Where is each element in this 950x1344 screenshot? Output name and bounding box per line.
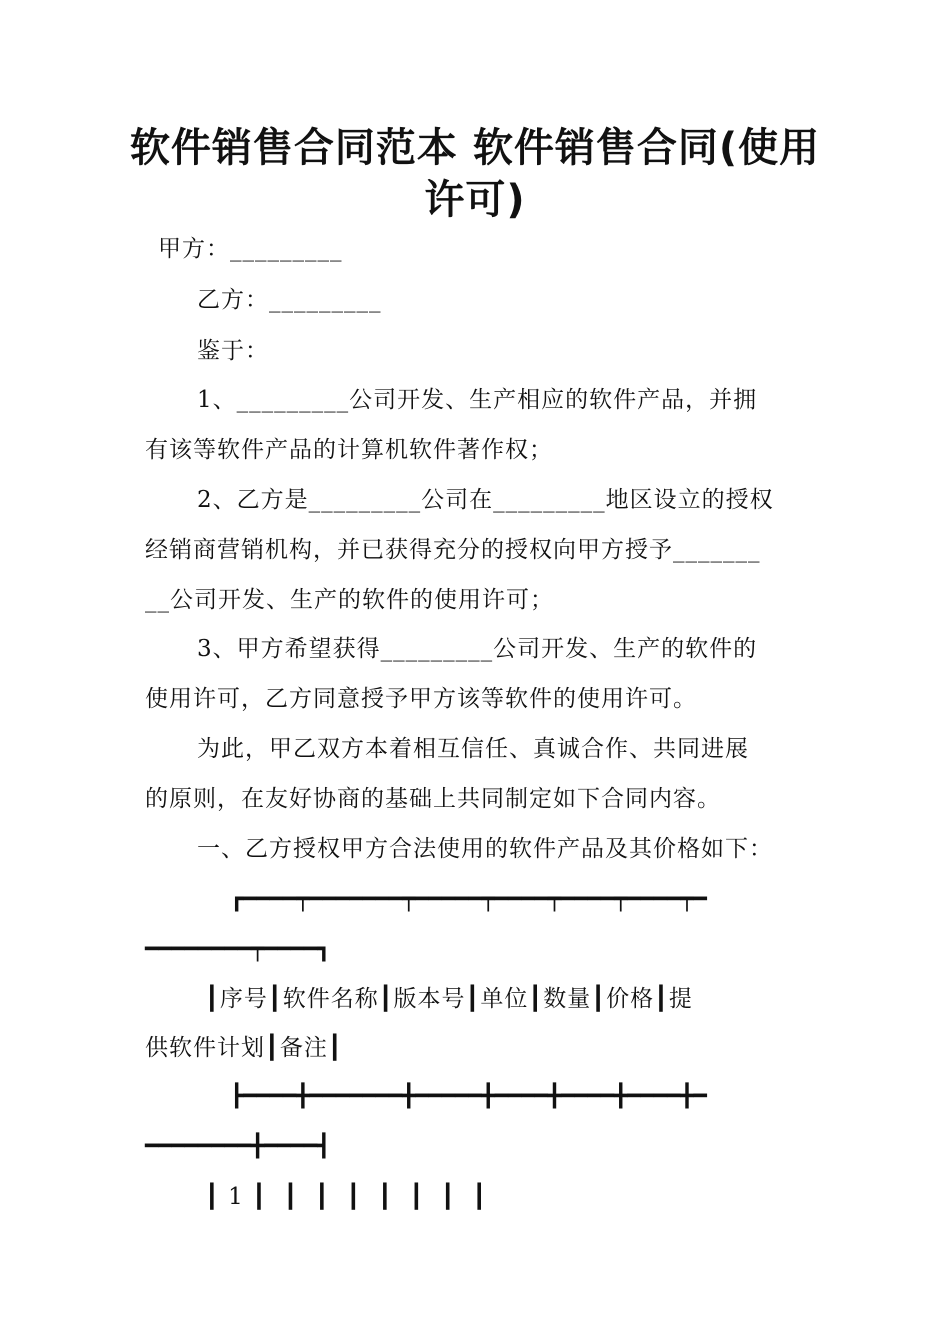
table-top-border-line-2: ━━━━━━━━┯━━━━┓ <box>145 937 331 962</box>
item-1-line-2: 有该等软件产品的计算机软件著作权； <box>145 437 553 463</box>
purpose-paragraph-line-1: 为此，甲乙双方本着相互信任、真诚合作、共同进展 <box>197 736 749 762</box>
item-2-line-1: 2、乙方是_________公司在_________地区设立的授权 <box>197 487 774 513</box>
party-b-line: 乙方：_________ <box>197 287 382 313</box>
item-1-line-1: 1、_________公司开发、生产相应的软件产品，并拥 <box>197 387 758 413</box>
title-line-2: 许可) <box>424 177 526 223</box>
table-row-1: ┃ 1 ┃ ┃ ┃ ┃ ┃ ┃ ┃ ┃ <box>205 1184 488 1210</box>
table-middle-border-line-2: ━━━━━━━━╋━━━━┫ <box>145 1134 331 1159</box>
title-line-1: 软件销售合同范本 软件销售合同(使用 <box>129 125 821 171</box>
item-2-line-3: __公司开发、生产的软件的使用许可； <box>145 587 554 613</box>
table-header-line-1: ┃序号┃软件名称┃版本号┃单位┃数量┃价格┃提 <box>205 986 693 1012</box>
item-3-line-2: 使用许可，乙方同意授予甲方该等软件的使用许可。 <box>145 686 697 712</box>
whereas-heading: 鉴于： <box>197 338 269 364</box>
item-3-line-1: 3、甲方希望获得_________公司开发、生产的软件的 <box>197 636 758 662</box>
section-1-heading: 一、乙方授权甲方合法使用的软件产品及其价格如下： <box>197 836 773 862</box>
table-middle-border-line-1: ┣━━━━╋━━━━━━━╋━━━━━╋━━━━╋━━━━╋━━━━╋━ <box>230 1084 707 1109</box>
table-top-border-line-1: ┏━━━━┯━━━━━━━┯━━━━━┯━━━━┯━━━━┯━━━━┯━ <box>230 887 707 912</box>
item-2-line-2: 经销商营销机构，并已获得充分的授权向甲方授予_______ <box>145 537 761 563</box>
document-title <box>120 122 830 226</box>
table-header-line-2: 供软件计划┃备注┃ <box>145 1035 343 1061</box>
purpose-paragraph-line-2: 的原则，在友好协商的基础上共同制定如下合同内容。 <box>145 786 721 812</box>
party-a-line: 甲方：_________ <box>158 236 343 262</box>
